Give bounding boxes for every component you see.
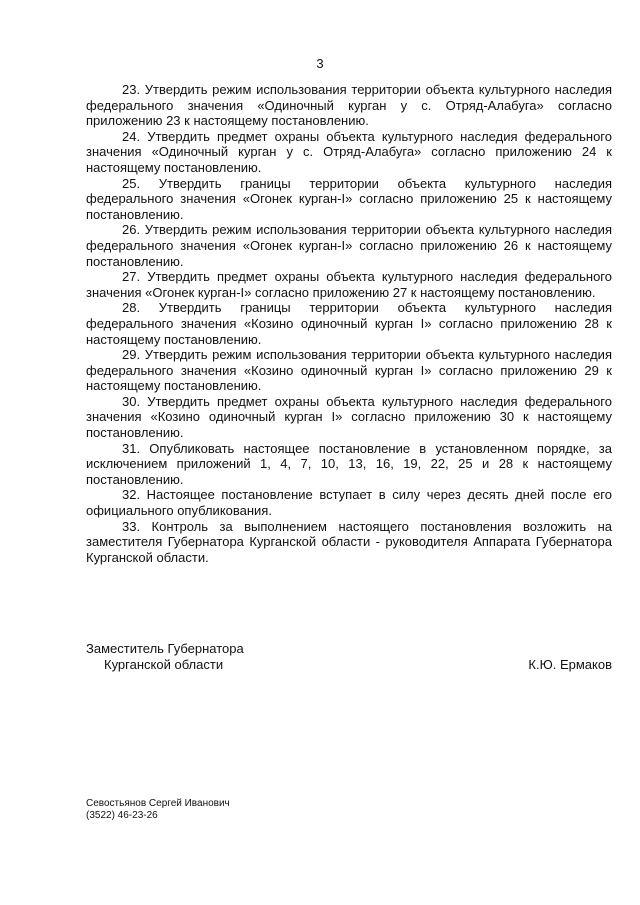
executor-phone: (3522) 46-23-26: [86, 810, 158, 821]
document-body: [86, 82, 612, 565]
executor-name: Севостьянов Сергей Иванович: [86, 798, 230, 809]
paragraph-33: 33. Контроль за выполнением настоящего постановления возложить на заместителя Губернатора Курганской области - руководителя Аппарата Губернатора Курганской области.: [86, 518, 612, 565]
paragraph-27: 27. Утвердить предмет охраны объекта культурного наследия федерального значения «Огонек курган-I» согласно приложению 27 к настоящему постановлению.: [86, 269, 612, 300]
signature-block: [86, 641, 612, 677]
paragraph-31: 31. Опубликовать настоящее постановление в установленном порядке, за исключением приложений 1, 4, 7, 10, 13, 16, 19, 22, 25 и 28 к настоящему постановлению.: [86, 440, 612, 487]
paragraph-26: 26. Утвердить режим использования территории объекта культурного наследия федерального значения «Огонек курган-I» согласно приложению 26 к настоящему постановлению.: [86, 222, 612, 269]
page-number: 3: [316, 56, 324, 71]
paragraph-23: 23. Утвердить режим использования территории объекта культурного наследия федерального значения «Одиночный курган у с. Отряд-Алабуга» согласно приложению 23 к настоящему постановлению.: [86, 82, 612, 129]
paragraph-28: 28. Утвердить границы территории объекта культурного наследия федерального значения «Козино одиночный курган I» согласно приложению 28 к настоящему постановлению.: [86, 300, 612, 347]
executor-info: [86, 798, 230, 822]
paragraph-25: 25. Утвердить границы территории объекта культурного наследия федерального значения «Огонек курган-I» согласно приложению 25 к настоящему постановлению.: [86, 175, 612, 222]
paragraph-29: 29. Утвердить режим использования территории объекта культурного наследия федерального значения «Козино одиночный курган I» согласно приложению 29 к настоящему постановлению.: [86, 347, 612, 394]
paragraph-24: 24. Утвердить предмет охраны объекта культурного наследия федерального значения «Одиночный курган у с. Отряд-Алабуга» согласно приложению 24 к настоящему постановлению.: [86, 128, 612, 175]
signatory-position: Заместитель Губернатора: [86, 641, 244, 656]
signatory-name: К.Ю. Ермаков: [528, 657, 612, 672]
paragraph-30: 30. Утвердить предмет охраны объекта культурного наследия федерального значения «Козино одиночный курган I» согласно приложению 30 к настоящему постановлению.: [86, 393, 612, 441]
paragraph-32: 32. Настоящее постановление вступает в силу через десять дней после его официального опубликования.: [86, 487, 612, 519]
signatory-region: Курганской области: [104, 657, 224, 672]
